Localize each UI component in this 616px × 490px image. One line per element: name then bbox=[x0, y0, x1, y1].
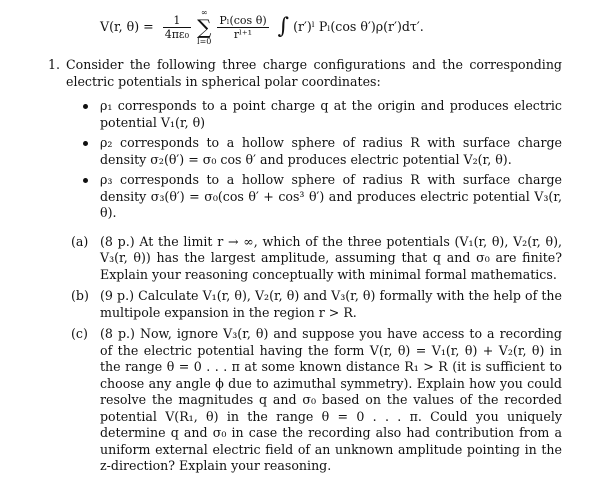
sigma-symbol: ∑ bbox=[197, 15, 212, 39]
part-label: (a) bbox=[71, 233, 89, 249]
configuration-list bbox=[66, 98, 562, 222]
term-denominator: rˡ⁺¹ bbox=[233, 27, 253, 41]
integral-sign: ∫ bbox=[277, 14, 290, 39]
problem-number: 1. bbox=[48, 57, 61, 72]
prefactor-fraction bbox=[163, 14, 191, 41]
list-item bbox=[66, 135, 562, 168]
integrand: (r′)ˡ Pₗ(cos θ′)ρ(r′)dτ′. bbox=[293, 18, 424, 34]
sub-question-c bbox=[66, 326, 562, 475]
summation bbox=[197, 8, 211, 46]
bullet-text: ρ₁ corresponds to a point charge q at the origin and produces electric potential V₁(r, θ) bbox=[100, 98, 562, 130]
term-numerator: Pₗ(cos θ) bbox=[219, 13, 267, 27]
bullet-icon bbox=[83, 178, 88, 183]
problem-intro: Consider the following three charge configurations and the corresponding electric potentials in spherical polar coordinates: bbox=[66, 57, 562, 89]
prefactor-denominator: 4πε₀ bbox=[164, 27, 190, 41]
term-fraction bbox=[217, 14, 268, 41]
prefactor-numerator: 1 bbox=[173, 13, 181, 27]
bullet-icon bbox=[83, 141, 88, 146]
bullet-text: ρ₂ corresponds to a hollow sphere of radius R with surface charge density σ₂(θ′) = σ₀ cos θ′ and produces electric potential V₂(r, θ). bbox=[100, 135, 562, 167]
multipole-equation bbox=[100, 6, 424, 48]
part-label: (c) bbox=[71, 326, 88, 341]
sub-question-b bbox=[66, 288, 562, 321]
equation-lhs: V(r, θ) = bbox=[100, 18, 154, 34]
sum-lower-limit: l=0 bbox=[197, 37, 212, 46]
bullet-icon bbox=[83, 104, 88, 109]
sum-upper-limit: ∞ bbox=[200, 8, 208, 17]
part-text: (8 p.) At the limit r → ∞, which of the three potentials (V₁(r, θ), V₂(r, θ), V₃(r, θ)) has the largest amplitude, assuming that q and σ₀ are finite? Explain your reasoning conceptually with minimal formal mathematics. bbox=[100, 233, 562, 282]
list-item bbox=[66, 172, 562, 222]
list-item bbox=[66, 98, 562, 131]
part-text: (9 p.) Calculate V₁(r, θ), V₂(r, θ) and V₃(r, θ) formally with the help of the multipole expansion in the region r > R. bbox=[100, 288, 562, 320]
part-text: (8 p.) Now, ignore V₃(r, θ) and suppose you have access to a recording of the electric potential having the form V(r, θ) = V₁(r, θ) + V₂(r, θ) in the range θ = 0 . . . π at some known distance R₁ > R (it is sufficient to choose any angle ϕ due to azimuthal symmetry). Explain how you could resolve the magnitudes q and σ₀ based on the values of the recorded potential V(R₁, θ) in the range θ = 0 . . . π. Could you uniquely determine q and σ₀ in case the recording also had contribution from a uniform external electric field of an unknown amplitude pointing in the z-direction? Explain your reasoning. bbox=[100, 326, 562, 473]
part-label: (b) bbox=[71, 288, 89, 303]
sub-questions bbox=[66, 234, 562, 475]
bullet-text: ρ₃ corresponds to a hollow sphere of radius R with surface charge density σ₃(θ′) = σ₀(cos θ′ + cos³ θ′) and produces electric potential V₃(r, θ). bbox=[100, 172, 562, 220]
problem-1 bbox=[48, 57, 562, 480]
sub-question-a bbox=[66, 234, 562, 284]
